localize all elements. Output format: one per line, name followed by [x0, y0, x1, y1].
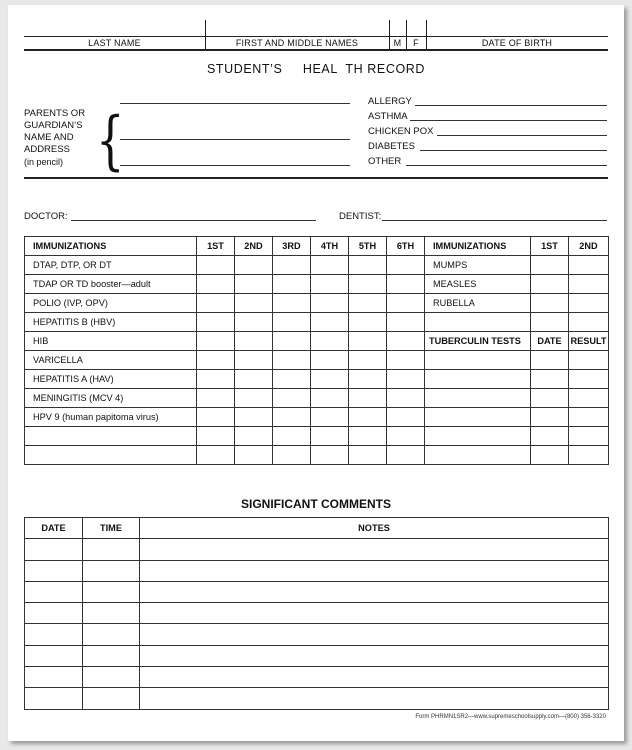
- dose-cell[interactable]: [197, 332, 235, 351]
- time-cell[interactable]: [83, 667, 140, 688]
- table-row: [25, 370, 609, 389]
- dose-cell[interactable]: [311, 332, 349, 351]
- dose-cell[interactable]: [531, 294, 569, 313]
- form-footer: Form PHRMN1SR2—www.supremeschoolsupply.com—(800) 356-3320: [415, 714, 606, 720]
- table-row: [25, 427, 609, 446]
- dose-cell[interactable]: [273, 427, 311, 446]
- dose-cell[interactable]: [273, 389, 311, 408]
- dose-cell[interactable]: [273, 256, 311, 275]
- doctor-line[interactable]: [71, 220, 316, 221]
- guardian-line-1[interactable]: [120, 103, 350, 104]
- dose-cell[interactable]: [273, 446, 311, 465]
- dose-cell[interactable]: [273, 313, 311, 332]
- diabetes-line[interactable]: [420, 150, 607, 151]
- guardian-label-line: NAME AND: [24, 132, 74, 143]
- vaccine-label: MENINGITIS (MCV 4): [25, 389, 197, 408]
- dose-cell[interactable]: [311, 313, 349, 332]
- date-of-birth-label: DATE OF BIRTH: [481, 38, 553, 48]
- header-name-line: [24, 36, 608, 37]
- dose-cell[interactable]: [235, 313, 273, 332]
- dose-cell[interactable]: [311, 427, 349, 446]
- right-vaccine-label: MUMPS: [425, 256, 531, 275]
- last-name-label: LAST NAME: [88, 38, 141, 48]
- dose-cell[interactable]: [387, 408, 425, 427]
- tb-cell[interactable]: [531, 427, 569, 446]
- dose-cell[interactable]: [197, 256, 235, 275]
- notes-cell[interactable]: [140, 581, 609, 602]
- table-row: [25, 256, 609, 275]
- dose-cell[interactable]: [197, 313, 235, 332]
- vaccine-label: HPV 9 (human papitoma virus): [25, 408, 197, 427]
- dose-cell[interactable]: [349, 275, 387, 294]
- brace-symbol: {: [96, 104, 125, 178]
- first-middle-names-label: FIRST AND MIDDLE NAMES: [235, 38, 359, 48]
- dose-cell[interactable]: [349, 389, 387, 408]
- date-cell[interactable]: [25, 560, 83, 581]
- dose-cell[interactable]: [235, 370, 273, 389]
- tb-cell[interactable]: [425, 389, 531, 408]
- notes-cell[interactable]: [140, 560, 609, 581]
- dose-cell[interactable]: [197, 446, 235, 465]
- time-column-header: TIME: [83, 518, 140, 539]
- female-label: F: [413, 38, 419, 48]
- dose-cell[interactable]: [349, 313, 387, 332]
- tb-cell[interactable]: [531, 351, 569, 370]
- immunizations-header: IMMUNIZATIONS: [25, 237, 197, 256]
- dose-cell[interactable]: [311, 256, 349, 275]
- vaccine-label: HEPATITIS B (HBV): [25, 313, 197, 332]
- chicken-pox-label: CHICKEN POX: [368, 126, 434, 137]
- tb-cell[interactable]: [569, 427, 609, 446]
- dose-cell[interactable]: [349, 294, 387, 313]
- vaccine-label: DTAP, DTP, OR DT: [25, 256, 197, 275]
- dose-cell[interactable]: [235, 275, 273, 294]
- right-vaccine-label: RUBELLA: [425, 294, 531, 313]
- allergy-label: ALLERGY: [368, 96, 412, 107]
- table-row: [25, 645, 609, 666]
- dose-cell[interactable]: [197, 294, 235, 313]
- comments-table: [24, 517, 609, 710]
- dose-cell[interactable]: [531, 275, 569, 294]
- dose-2nd-header: 2ND: [235, 237, 273, 256]
- tb-cell[interactable]: [569, 446, 609, 465]
- header-bottom-line: [24, 49, 608, 51]
- dose-cell[interactable]: [311, 351, 349, 370]
- dose-cell[interactable]: [311, 370, 349, 389]
- notes-cell[interactable]: [140, 539, 609, 560]
- date-cell[interactable]: [25, 539, 83, 560]
- tb-cell[interactable]: [569, 389, 609, 408]
- date-cell[interactable]: [25, 667, 83, 688]
- table-row: [25, 624, 609, 645]
- blank-cell[interactable]: [531, 313, 569, 332]
- dose-cell[interactable]: [387, 332, 425, 351]
- form-title: STUDENT’S HEAL TH RECORD: [206, 62, 426, 76]
- tb-cell[interactable]: [531, 389, 569, 408]
- table-row: [25, 389, 609, 408]
- dose-cell[interactable]: [349, 427, 387, 446]
- table-row: [25, 446, 609, 465]
- dose-cell[interactable]: [273, 408, 311, 427]
- dose-cell[interactable]: [311, 294, 349, 313]
- dose-cell[interactable]: [387, 389, 425, 408]
- significant-comments-title: SIGNIFICANT COMMENTS: [241, 497, 391, 511]
- dose-cell[interactable]: [235, 446, 273, 465]
- dose-4th-header: 4TH: [311, 237, 349, 256]
- right-1st-header: 1ST: [531, 237, 569, 256]
- time-cell[interactable]: [83, 539, 140, 560]
- dose-cell[interactable]: [235, 427, 273, 446]
- dose-cell[interactable]: [349, 446, 387, 465]
- other-label: OTHER: [368, 156, 402, 167]
- dose-cell[interactable]: [387, 313, 425, 332]
- tb-cell[interactable]: [569, 351, 609, 370]
- guardian-line-2[interactable]: [120, 139, 350, 140]
- dose-cell[interactable]: [235, 294, 273, 313]
- dose-cell[interactable]: [387, 294, 425, 313]
- dose-1st-header: 1ST: [197, 237, 235, 256]
- dose-cell[interactable]: [387, 256, 425, 275]
- guardian-label-line: ADDRESS: [24, 144, 70, 155]
- date-column-header: DATE: [25, 518, 83, 539]
- dose-cell[interactable]: [235, 256, 273, 275]
- notes-cell[interactable]: [140, 624, 609, 645]
- time-cell[interactable]: [83, 624, 140, 645]
- tb-cell[interactable]: [531, 408, 569, 427]
- dose-cell[interactable]: [311, 446, 349, 465]
- date-cell[interactable]: [25, 688, 83, 709]
- tb-cell[interactable]: [425, 446, 531, 465]
- time-cell[interactable]: [83, 581, 140, 602]
- table-row: [25, 581, 609, 602]
- tb-cell[interactable]: [569, 408, 609, 427]
- notes-cell[interactable]: [140, 603, 609, 624]
- dose-cell[interactable]: [311, 275, 349, 294]
- table-row: [25, 351, 609, 370]
- date-cell[interactable]: [25, 645, 83, 666]
- right-immunizations-header: IMMUNIZATIONS: [425, 237, 531, 256]
- dose-cell[interactable]: [349, 351, 387, 370]
- vaccine-label: HIB: [25, 332, 197, 351]
- dose-cell[interactable]: [387, 351, 425, 370]
- dose-cell[interactable]: [273, 275, 311, 294]
- right-2nd-header: 2ND: [569, 237, 609, 256]
- dose-cell[interactable]: [531, 256, 569, 275]
- vaccine-label: TDAP OR TD booster—adult: [25, 275, 197, 294]
- diabetes-label: DIABETES: [368, 141, 415, 152]
- dose-cell[interactable]: [387, 427, 425, 446]
- dose-cell[interactable]: [273, 351, 311, 370]
- dose-cell[interactable]: [273, 370, 311, 389]
- dose-cell[interactable]: [197, 351, 235, 370]
- dentist-label: DENTIST:: [339, 211, 382, 222]
- dose-cell[interactable]: [569, 256, 609, 275]
- dose-cell[interactable]: [235, 389, 273, 408]
- dose-cell[interactable]: [197, 389, 235, 408]
- dose-5th-header: 5TH: [349, 237, 387, 256]
- dose-cell[interactable]: [197, 408, 235, 427]
- notes-cell[interactable]: [140, 688, 609, 709]
- chicken-pox-line[interactable]: [437, 135, 607, 136]
- dose-cell[interactable]: [311, 389, 349, 408]
- dose-cell[interactable]: [235, 351, 273, 370]
- tb-cell[interactable]: [531, 446, 569, 465]
- vaccine-label: POLIO (IVP, OPV): [25, 294, 197, 313]
- dose-cell[interactable]: [387, 446, 425, 465]
- guardian-label: [24, 108, 85, 168]
- table-row: [25, 688, 609, 709]
- dose-cell[interactable]: [387, 275, 425, 294]
- guardian-line-3[interactable]: [120, 165, 350, 166]
- table-row: [25, 275, 609, 294]
- table-row: [25, 313, 609, 332]
- dose-cell[interactable]: [197, 370, 235, 389]
- table-row: [25, 667, 609, 688]
- time-cell[interactable]: [83, 688, 140, 709]
- blank-cell[interactable]: [569, 313, 609, 332]
- tb-cell[interactable]: [569, 370, 609, 389]
- tb-cell[interactable]: [531, 370, 569, 389]
- dose-cell[interactable]: [197, 427, 235, 446]
- dose-cell[interactable]: [387, 370, 425, 389]
- dentist-line[interactable]: [382, 220, 607, 221]
- tb-cell[interactable]: [425, 351, 531, 370]
- table-row: [25, 560, 609, 581]
- tb-cell[interactable]: [425, 370, 531, 389]
- table-row: [25, 332, 609, 351]
- time-cell[interactable]: [83, 560, 140, 581]
- vaccine-label[interactable]: [25, 427, 197, 446]
- notes-cell[interactable]: [140, 645, 609, 666]
- section-divider: [24, 177, 608, 179]
- dose-cell[interactable]: [235, 332, 273, 351]
- allergy-line[interactable]: [415, 105, 607, 106]
- dose-cell[interactable]: [349, 408, 387, 427]
- male-label: M: [393, 38, 402, 48]
- dose-6th-header: 6TH: [387, 237, 425, 256]
- date-cell[interactable]: [25, 581, 83, 602]
- dose-cell[interactable]: [349, 370, 387, 389]
- doctor-label: DOCTOR:: [24, 211, 68, 222]
- tuberculin-date-header: DATE: [531, 332, 569, 351]
- dose-cell[interactable]: [349, 256, 387, 275]
- other-line[interactable]: [406, 165, 607, 166]
- time-cell[interactable]: [83, 603, 140, 624]
- table-row: [25, 294, 609, 313]
- table-row: [25, 603, 609, 624]
- table-row: [25, 408, 609, 427]
- date-cell[interactable]: [25, 624, 83, 645]
- immunizations-header-row: [25, 237, 609, 256]
- tb-cell[interactable]: [425, 427, 531, 446]
- asthma-line[interactable]: [410, 120, 607, 121]
- dose-cell[interactable]: [235, 408, 273, 427]
- tuberculin-result-header: RESULT: [569, 332, 609, 351]
- dose-cell[interactable]: [273, 332, 311, 351]
- vaccine-label: HEPATITIS A (HAV): [25, 370, 197, 389]
- dose-cell[interactable]: [569, 294, 609, 313]
- tuberculin-tests-header: TUBERCULIN TESTS: [425, 332, 531, 351]
- guardian-label-line: PARENTS OR: [24, 108, 86, 119]
- health-record-form: [8, 5, 624, 741]
- notes-column-header: NOTES: [140, 518, 609, 539]
- dose-cell[interactable]: [311, 408, 349, 427]
- date-cell[interactable]: [25, 603, 83, 624]
- vaccine-label[interactable]: [25, 446, 197, 465]
- asthma-label: ASTHMA: [368, 111, 408, 122]
- notes-cell[interactable]: [140, 667, 609, 688]
- table-row: [25, 539, 609, 560]
- guardian-label-line: GUARDIAN’S: [24, 120, 83, 131]
- tb-cell[interactable]: [425, 408, 531, 427]
- comments-header-row: [25, 518, 609, 539]
- dose-cell[interactable]: [197, 275, 235, 294]
- immunizations-table: [24, 236, 609, 465]
- dose-cell[interactable]: [349, 332, 387, 351]
- blank-cell[interactable]: [425, 313, 531, 332]
- dose-3rd-header: 3RD: [273, 237, 311, 256]
- dose-cell[interactable]: [569, 275, 609, 294]
- guardian-label-note: (in pencil): [24, 157, 64, 167]
- right-vaccine-label: MEASLES: [425, 275, 531, 294]
- vaccine-label: VARICELLA: [25, 351, 197, 370]
- dose-cell[interactable]: [273, 294, 311, 313]
- time-cell[interactable]: [83, 645, 140, 666]
